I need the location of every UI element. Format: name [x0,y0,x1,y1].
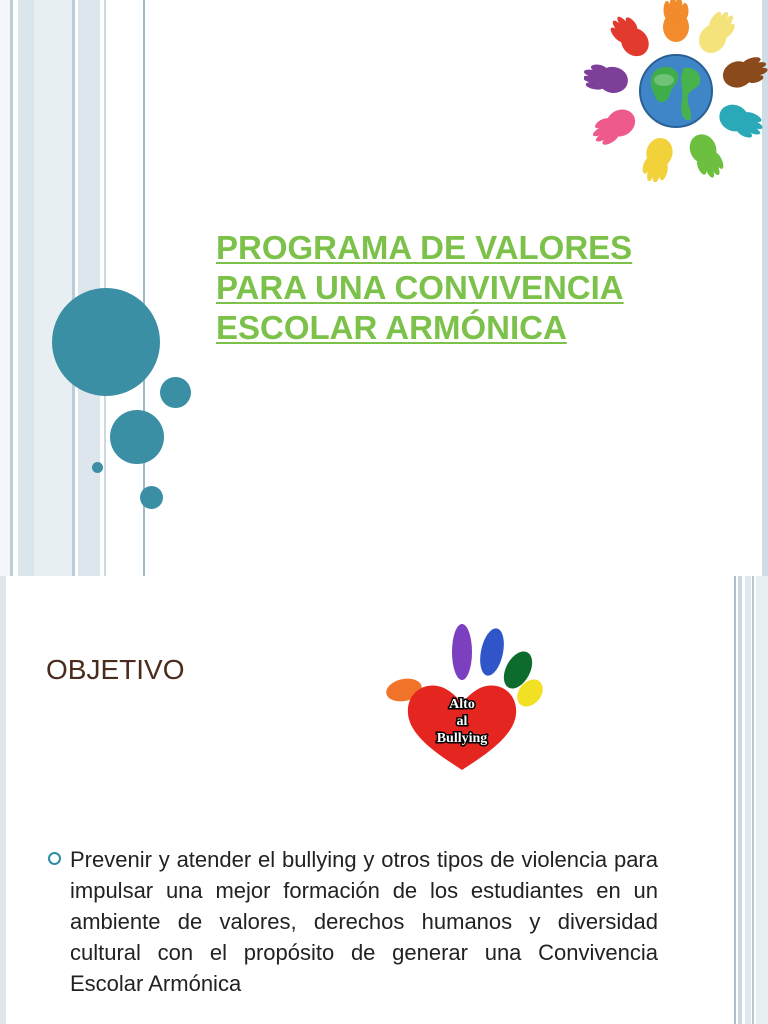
left-stripe [34,0,72,576]
badge-text-line: al [456,714,468,729]
hand-finger-icon [476,626,507,678]
stop-bullying-badge [384,620,548,774]
badge-text-line: Alto [449,697,475,712]
left-stripe [10,0,13,576]
globe-icon [640,55,712,127]
title-line: PARA UNA CONVIVENCIA [216,269,624,306]
right-stripe [752,576,754,1024]
decorative-circle [110,410,164,464]
decorative-circle [160,377,191,408]
right-stripe [738,576,742,1024]
left-stripe [18,0,34,576]
title-line: PROGRAMA DE VALORES [216,229,633,266]
decorative-circle [92,462,103,473]
presentation-title [216,228,736,348]
globe-hands-logo [584,0,768,182]
right-stripe [745,576,751,1024]
title-line: ESCOLAR ARMÓNICA [216,309,567,346]
objective-bullet-text: Prevenir y atender el bullying y otros tipos de violencia para impulsar una mejor formación de los estudiantes en un ambiente de valores, derechos humanos y diversidad cultural con el propósito de generar una Convivencia Escolar Armónica [70,847,658,996]
right-stripe [756,576,768,1024]
left-stripe [72,0,75,576]
hand-finger-icon [452,624,472,680]
left-stripe [0,576,6,1024]
decorative-circle [52,288,160,396]
circle-bullet-icon [48,852,61,865]
left-stripe [0,0,10,576]
decorative-circle [140,486,163,509]
objective-heading: OBJETIVO [46,654,185,685]
right-stripe [734,576,736,1024]
badge-text-line: Bullying [436,731,488,746]
